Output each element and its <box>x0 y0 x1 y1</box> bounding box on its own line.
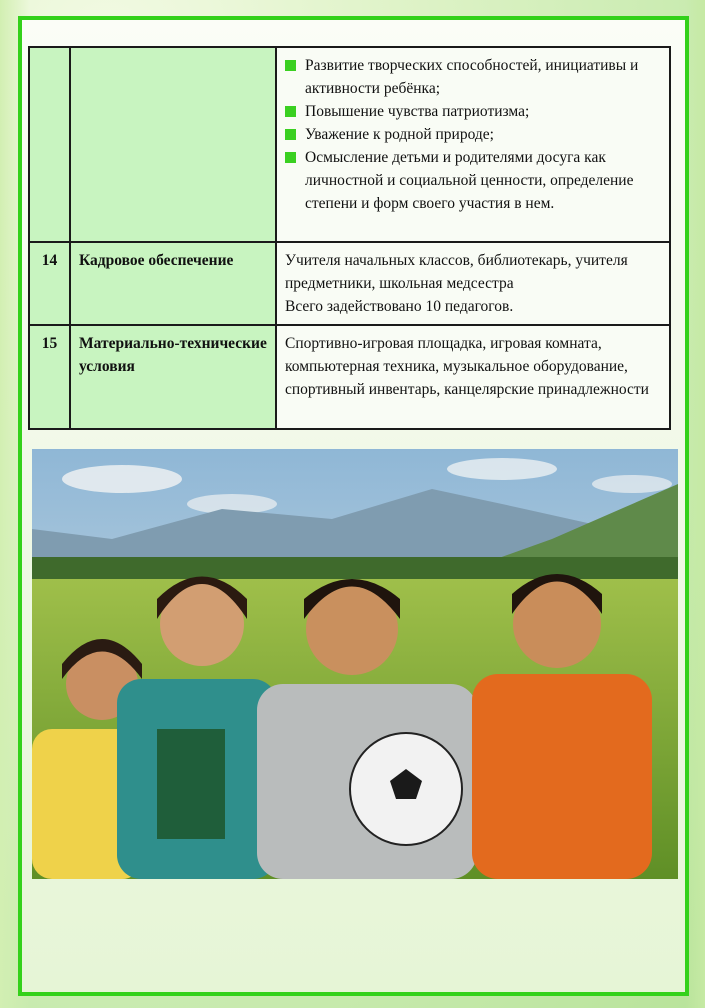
list-item-text: Развитие творческих способностей, инициативы и активности ребёнка; <box>305 57 639 97</box>
list-item <box>285 123 661 146</box>
row-title: Кадровое обеспечение <box>70 242 276 325</box>
list-item-text: Повышение чувства патриотизма; <box>305 103 530 120</box>
green-square-bullet-icon <box>285 129 296 140</box>
row-description <box>276 325 670 429</box>
list-item <box>285 54 661 100</box>
description-line: Всего задействовано 10 педагогов. <box>285 298 514 315</box>
children-photo <box>32 449 678 879</box>
row-description <box>276 242 670 325</box>
table-row <box>29 325 670 429</box>
list-item <box>285 100 661 123</box>
table-row <box>29 242 670 325</box>
list-item <box>285 146 661 215</box>
list-item-text: Уважение к родной природе; <box>305 126 494 143</box>
info-table <box>28 46 671 430</box>
row-description <box>276 47 670 242</box>
green-square-bullet-icon <box>285 60 296 71</box>
bullet-list <box>285 54 661 215</box>
table-row <box>29 47 670 242</box>
green-square-bullet-icon <box>285 152 296 163</box>
row-number: 15 <box>29 325 70 429</box>
green-square-bullet-icon <box>285 106 296 117</box>
row-number: 14 <box>29 242 70 325</box>
description-line: Учителя начальных классов, библиотекарь, учителя предметники, школьная медсестра <box>285 252 628 292</box>
row-number <box>29 47 70 242</box>
list-item-text: Осмысление детьми и родителями досуга как личностной и социальной ценности, определение степени и форм своего участия в нем. <box>305 149 634 212</box>
row-title <box>70 47 276 242</box>
row-title: Материально-технические условия <box>70 325 276 429</box>
description-line: Спортивно-игровая площадка, игровая комната, компьютерная техника, музыкальное оборудование, спортивный инвентарь, канцелярские принадлежности <box>285 335 649 398</box>
